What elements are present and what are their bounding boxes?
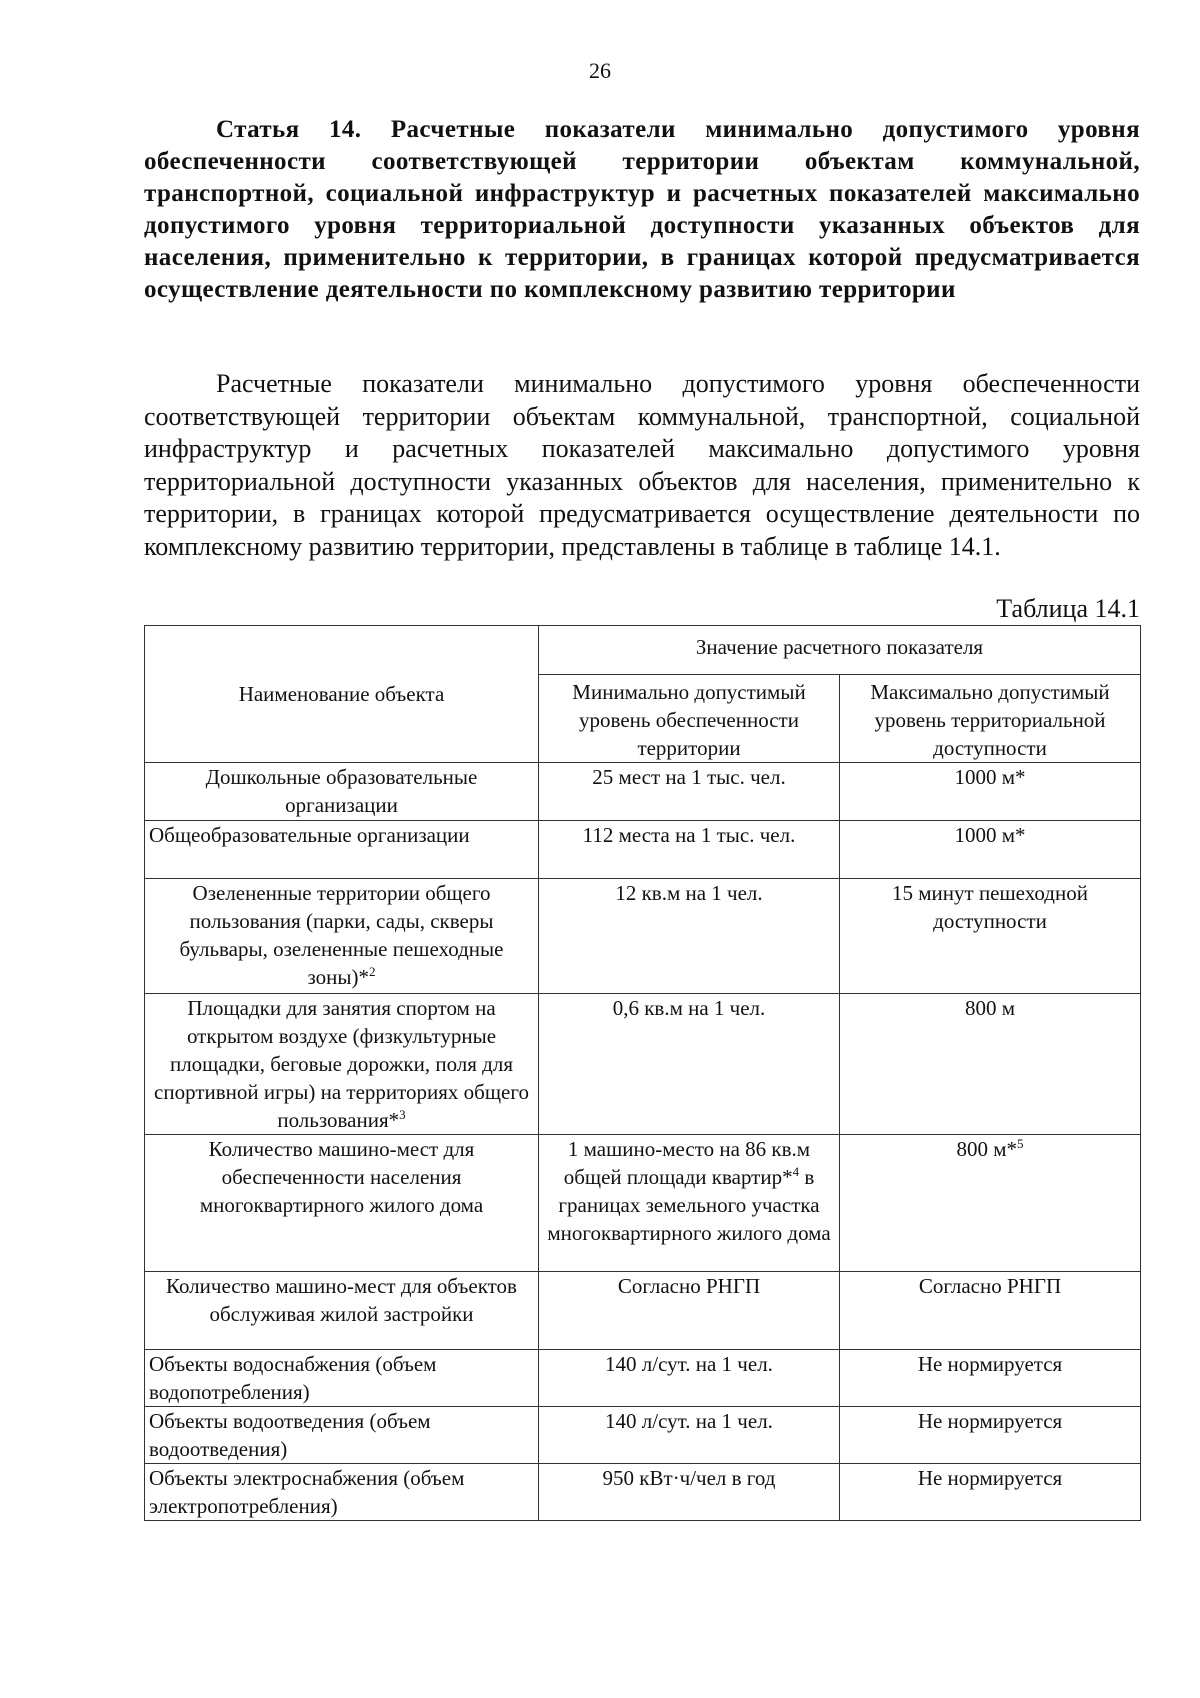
object-name-text: Озелененные территории общего пользования (парки, сады, скверы бульвары, озелененные пешеходные зоны)* xyxy=(179,881,504,989)
table-row xyxy=(145,821,1141,879)
cell-min-level xyxy=(539,1272,840,1350)
max-access-text: 1000 м* xyxy=(954,765,1026,789)
min-level-text: 950 кВт·ч/чел в год xyxy=(602,1466,776,1490)
header-max-access: Максимально допустимый уровень территориальной доступности xyxy=(840,675,1141,763)
indicators-table-wrapper xyxy=(144,625,1140,1521)
cell-object-name xyxy=(145,1350,539,1407)
cell-max-access xyxy=(840,994,1141,1135)
table-caption: Таблица 14.1 xyxy=(996,594,1140,623)
footnote-marker: 3 xyxy=(399,1107,406,1122)
footnote-marker: 5 xyxy=(1017,1136,1024,1151)
max-access-text: 1000 м* xyxy=(954,823,1026,847)
table-row xyxy=(145,1350,1141,1407)
max-access-text: 800 м xyxy=(964,996,1016,1020)
min-level-text: 25 мест на 1 тыс. чел. xyxy=(592,765,786,789)
cell-max-access xyxy=(840,1350,1141,1407)
cell-max-access xyxy=(840,763,1141,821)
cell-object-name xyxy=(145,1272,539,1350)
cell-max-access xyxy=(840,821,1141,879)
header-min-level: Минимально допустимый уровень обеспеченности территории xyxy=(539,675,840,763)
indicators-table xyxy=(144,625,1141,1521)
min-level-text: Согласно РНГП xyxy=(617,1274,761,1298)
object-name-text: Общеобразовательные организации xyxy=(149,823,470,847)
min-level-text: 112 места на 1 тыс. чел. xyxy=(582,823,796,847)
footnote-marker: 4 xyxy=(792,1164,800,1179)
min-level-text: 140 л/сут. на 1 чел. xyxy=(605,1409,773,1433)
table-header xyxy=(145,626,1141,763)
cell-min-level xyxy=(539,763,840,821)
cell-min-level xyxy=(539,821,840,879)
cell-object-name xyxy=(145,1407,539,1464)
min-level-text: 140 л/сут. на 1 чел. xyxy=(605,1352,773,1376)
max-access-text: Не нормируется xyxy=(917,1352,1063,1376)
cell-object-name xyxy=(145,994,539,1135)
max-access-text: 15 минут пешеходной доступности xyxy=(892,881,1088,933)
cell-max-access xyxy=(840,879,1141,994)
footnote-marker: 2 xyxy=(369,964,376,979)
cell-min-level xyxy=(539,879,840,994)
table-row xyxy=(145,1135,1141,1272)
object-name-text: Объекты водоснабжения (объем водопотребления) xyxy=(149,1352,437,1404)
object-name-text: Количество машино-мест для объектов обслуживая жилой застройки xyxy=(166,1274,517,1326)
table-row xyxy=(145,1407,1141,1464)
table-body xyxy=(145,763,1141,1521)
object-name-text: Объекты водоотведения (объем водоотведения) xyxy=(149,1409,431,1461)
cell-object-name xyxy=(145,879,539,994)
cell-object-name xyxy=(145,1464,539,1521)
cell-max-access xyxy=(840,1464,1141,1521)
cell-object-name xyxy=(145,763,539,821)
body-paragraph: Расчетные показатели минимально допустимого уровня обеспеченности соответствующей территории объектам коммунальной, транспортной, социальной инфраструктур и расчетных показателей максимально допустимого уровня территориальной доступности указанных объектов для населения, применительно к территории, в границах которой предусматривается осуществление деятельности по комплексному развитию территории, представлены в таблице в таблице 14.1. xyxy=(144,369,1140,561)
min-level-text: 12 кв.м на 1 чел. xyxy=(615,881,763,905)
article-heading: Статья 14. Расчетные показатели минимально допустимого уровня обеспеченности соответствующей территории объектам коммунальной, транспортной, социальной инфраструктур и расчетных показателей максимально допустимого уровня территориальной доступности указанных объектов для населения, применительно к территории, в границах которой предусматривается осуществление деятельности по комплексному развитию территории xyxy=(144,116,1140,303)
cell-min-level xyxy=(539,994,840,1135)
table-row xyxy=(145,994,1141,1135)
cell-min-level xyxy=(539,1350,840,1407)
cell-object-name xyxy=(145,821,539,879)
table-header-row xyxy=(145,626,1141,675)
cell-min-level xyxy=(539,1464,840,1521)
page-number: 26 xyxy=(589,58,611,83)
max-access-text: Не нормируется xyxy=(917,1409,1063,1433)
cell-min-level xyxy=(539,1135,840,1272)
header-object-name: Наименование объекта xyxy=(145,626,539,763)
cell-max-access xyxy=(840,1135,1141,1272)
min-level-text-continued: в границах земельного участка многоквартирного жилого дома xyxy=(547,1165,831,1245)
max-access-text: 800 м* xyxy=(956,1137,1018,1161)
cell-object-name xyxy=(145,1135,539,1272)
max-access-text: Не нормируется xyxy=(917,1466,1063,1490)
max-access-text: Согласно РНГП xyxy=(918,1274,1062,1298)
cell-max-access xyxy=(840,1407,1141,1464)
object-name-text: Дошкольные образовательные организации xyxy=(205,765,478,817)
cell-max-access xyxy=(840,1272,1141,1350)
header-indicator-value: Значение расчетного показателя xyxy=(539,626,1141,675)
min-level-text: 0,6 кв.м на 1 чел. xyxy=(612,996,766,1020)
object-name-text: Площадки для занятия спортом на открытом воздухе (физкультурные площадки, беговые дорожки, поля для спортивной игры) на территориях общего пользования* xyxy=(154,996,529,1132)
min-level-text: 1 машино-место на 86 кв.м общей площади квартир* xyxy=(563,1137,811,1189)
table-row xyxy=(145,763,1141,821)
object-name-text: Объекты электроснабжения (объем электропотребления) xyxy=(149,1466,465,1518)
table-row xyxy=(145,1272,1141,1350)
cell-min-level xyxy=(539,1407,840,1464)
table-row xyxy=(145,879,1141,994)
table-row xyxy=(145,1464,1141,1521)
object-name-text: Количество машино-мест для обеспеченности населения многоквартирного жилого дома xyxy=(199,1137,484,1217)
